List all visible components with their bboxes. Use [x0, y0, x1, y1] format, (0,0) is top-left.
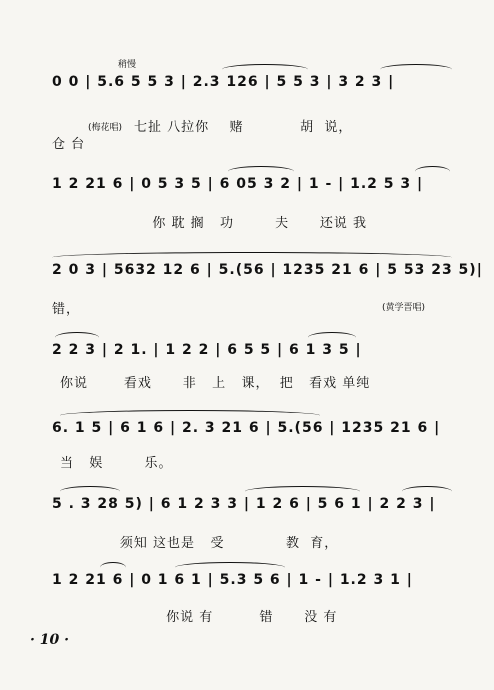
slur — [228, 166, 294, 177]
lyrics-line: 你 耽 搁 功 夫 还说 我 — [60, 216, 368, 231]
score-system-6 — [52, 492, 457, 526]
slur — [52, 252, 452, 263]
score-system-5 — [52, 416, 457, 450]
notation-line: 6. 1 5 | 6 1 6 | 2. 3 21 6 | 5.(56 | 1235 21 6 | — [52, 420, 441, 436]
tempo-marking: 稍慢 — [118, 60, 137, 70]
notation-line: 1 2 21 6 | 0 1 6 1 | 5.3 5 6 | 1 - | 1.2 3 1 | — [52, 572, 413, 588]
lyrics-line: 你说 有 错 没 有 — [84, 610, 338, 625]
score-system-3 — [52, 258, 483, 292]
notation-line: 1 2 21 6 | 0 5 3 5 | 6 05 3 2 | 1 - | 1.2 5 3 | — [52, 176, 424, 192]
lyrics-line: 须知 这也是 受 教 育， — [84, 536, 339, 551]
score-system-2 — [52, 172, 457, 206]
slur — [55, 332, 99, 343]
singer-mark: (梅花唱) — [88, 123, 123, 133]
score-system-7 — [52, 568, 457, 602]
notation-line: 5 . 3 28 5) | 6 1 2 3 3 | 1 2 6 | 5 6 1 | 2 2 3 | — [52, 496, 436, 512]
slur — [60, 486, 120, 497]
lyrics-line: 你说 看戏 非 上 课， 把 看戏 单纯 — [60, 376, 371, 391]
slur — [60, 410, 320, 421]
slur — [222, 64, 308, 75]
page-number: · 10 · — [30, 632, 69, 648]
slur — [308, 332, 356, 343]
slur — [402, 486, 452, 497]
slur — [380, 64, 452, 75]
slur — [175, 562, 285, 573]
singer-mark: (黄学晋唱) — [382, 303, 426, 313]
notation-line: 2 0 3 | 5632 12 6 | 5.(56 | 1235 21 6 | 5 53 23 5)| — [52, 262, 483, 278]
lyrics-line: 错， — [52, 302, 81, 317]
slur — [100, 562, 126, 573]
lyrics-line: 当 娱 乐。 — [60, 456, 173, 471]
slur — [415, 166, 450, 177]
lyrics-line: 七扯 八拉你 赌 胡 说， — [134, 120, 353, 135]
score-system-1 — [52, 70, 457, 104]
notation-line: 0 0 | 5.6 5 5 3 | 2.3 126 | 5 5 3 | 3 2 3 | — [52, 74, 395, 90]
percussion-text: 仓 台 — [52, 137, 86, 152]
notation-line: 2 2 3 | 2 1. | 1 2 2 | 6 5 5 | 6 1 3 5 | — [52, 342, 362, 358]
score-system-4 — [52, 338, 457, 372]
slur — [245, 486, 360, 497]
